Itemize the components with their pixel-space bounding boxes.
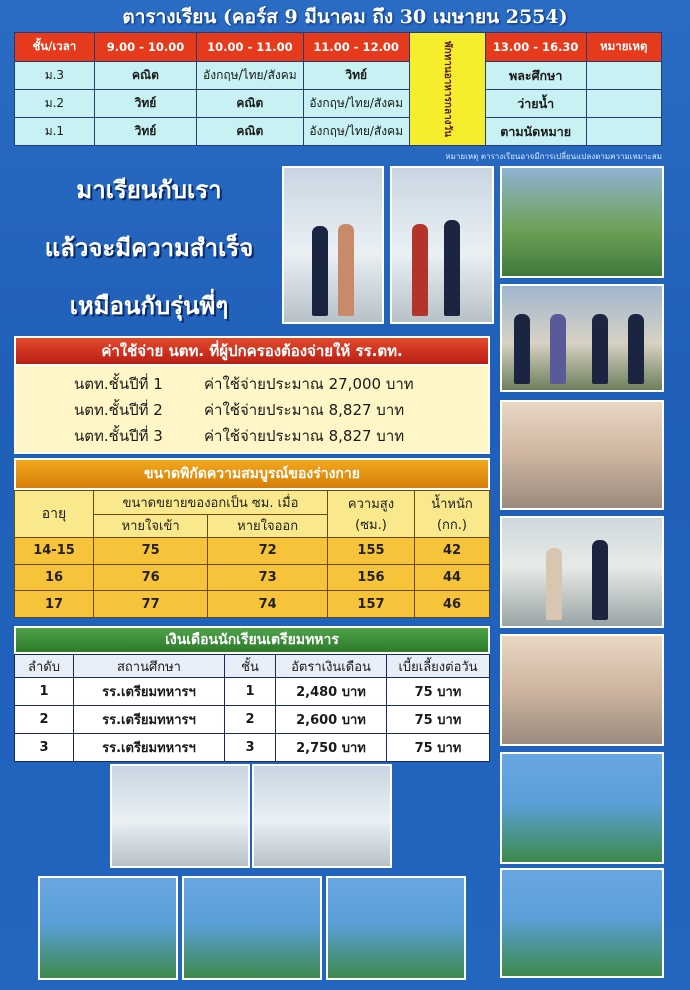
physical-age: 17 — [15, 591, 94, 618]
salary-school: รร.เตรียมทหารฯ — [74, 706, 225, 734]
physical-inhale: 76 — [94, 564, 208, 591]
schedule-subject: คณิต — [94, 62, 196, 90]
figure-icon — [312, 226, 328, 316]
cost-row — [74, 398, 404, 422]
table-row — [15, 734, 490, 762]
schedule-subject: คณิต — [197, 118, 303, 146]
photo-cadets-group — [500, 284, 664, 392]
salary-grade: 1 — [225, 678, 276, 706]
salary-pay: 2,480 บาท — [276, 678, 387, 706]
salary-header-pay: อัตราเงินเดือน — [276, 655, 387, 678]
salary-no: 1 — [15, 678, 74, 706]
cost-amount: ค่าใช้จ่ายประมาณ 8,827 บาท — [204, 401, 405, 419]
physical-exhale: 74 — [208, 591, 328, 618]
photo-cadet-with-teacher-2 — [390, 166, 494, 324]
cost-level: นตท.ชั้นปีที่ 1 — [74, 375, 163, 393]
photo-field-training — [500, 752, 664, 864]
schedule-header-period-3: 11.00 - 12.00 — [303, 33, 409, 62]
photo-swimming-pool-group — [500, 868, 664, 978]
photo-cadet-with-teacher-3 — [500, 516, 664, 628]
cost-level: นตท.ชั้นปีที่ 3 — [74, 427, 163, 445]
table-row — [15, 706, 490, 734]
photo-exam-room-1 — [110, 764, 250, 868]
physical-header-age: อายุ — [15, 491, 94, 538]
physical-inhale: 75 — [94, 538, 208, 565]
physical-exhale: 73 — [208, 564, 328, 591]
schedule-level: ม.1 — [15, 118, 95, 146]
physical-weight: 44 — [415, 564, 490, 591]
figure-icon — [338, 224, 354, 316]
schedule-remark — [586, 90, 662, 118]
physical-header-chest: ขนาดขยายของอกเป็น ซม. เมื่อ — [94, 491, 328, 515]
lunch-break-label: พักทานอาหารกลางวัน — [409, 33, 485, 146]
table-row — [15, 591, 490, 618]
physical-header-inhale: หายใจเข้า — [94, 514, 208, 538]
salary-pay: 2,750 บาท — [276, 734, 387, 762]
photo-swimming-pool — [182, 876, 322, 980]
schedule-subject: อังกฤษ/ไทย/สังคม — [197, 62, 303, 90]
figure-icon — [546, 548, 562, 620]
cost-amount: ค่าใช้จ่ายประมาณ 27,000 บาท — [204, 375, 414, 393]
schedule-afternoon: ว่ายน้ำ — [485, 90, 586, 118]
salary-pay: 2,600 บาท — [276, 706, 387, 734]
schedule-header-remark: หมายเหตุ — [586, 33, 662, 62]
schedule-level: ม.2 — [15, 90, 95, 118]
slogan-line-2: แล้วจะมีความสำเร็จ — [44, 233, 254, 262]
physical-weight: 42 — [415, 538, 490, 565]
salary-header-allowance: เบี้ยเลี้ยงต่อวัน — [387, 655, 490, 678]
salary-header-school: สถานศึกษา — [74, 655, 225, 678]
physical-exhale: 72 — [208, 538, 328, 565]
table-row — [15, 678, 490, 706]
schedule-row — [15, 62, 662, 90]
figure-icon — [514, 314, 530, 384]
photo-classroom-2 — [500, 634, 664, 746]
salary-header-row — [15, 655, 490, 678]
schedule-subject: วิทย์ — [94, 90, 196, 118]
table-row — [15, 538, 490, 565]
schedule-subject: อังกฤษ/ไทย/สังคม — [303, 90, 409, 118]
schedule-remark — [586, 118, 662, 146]
physical-heading: ขนาดพิกัดความสมบูรณ์ของร่างกาย — [14, 458, 490, 490]
cost-row — [74, 372, 414, 396]
salary-allowance: 75 บาท — [387, 734, 490, 762]
figure-icon — [628, 314, 644, 384]
physical-height: 157 — [328, 591, 415, 618]
schedule-subject: คณิต — [197, 90, 303, 118]
salary-school: รร.เตรียมทหารฯ — [74, 734, 225, 762]
physical-age: 16 — [15, 564, 94, 591]
photo-cadet-with-teacher-1 — [282, 166, 384, 324]
schedule-afternoon: พละศึกษา — [485, 62, 586, 90]
schedule-level: ม.3 — [15, 62, 95, 90]
cost-amount: ค่าใช้จ่ายประมาณ 8,827 บาท — [204, 427, 405, 445]
figure-icon — [592, 540, 608, 620]
page-title: ตารางเรียน (คอร์ส 9 มีนาคม ถึง 30 เมษายน 2554) — [122, 6, 568, 28]
schedule-subject: วิทย์ — [94, 118, 196, 146]
schedule-header-row — [15, 33, 662, 62]
salary-header-no: ลำดับ — [15, 655, 74, 678]
salary-table — [14, 654, 490, 762]
schedule-header-afternoon: 13.00 - 16.30 — [485, 33, 586, 62]
schedule-header-period-2: 10.00 - 11.00 — [197, 33, 303, 62]
slogan-line-3: เหมือนกับรุ่นพี่ๆ — [69, 291, 229, 320]
schedule-note: หมายเหตุ ตารางเรียนอาจมีการเปลี่ยนแปลงตามความเหมาะสม — [445, 152, 662, 161]
physical-header-height-unit: (ซม.) — [355, 518, 387, 534]
table-row — [15, 564, 490, 591]
physical-header-weight-unit: (กก.) — [436, 518, 468, 534]
physical-header-row — [15, 491, 490, 515]
photo-group-students — [500, 166, 664, 278]
figure-icon — [412, 224, 428, 316]
physical-height: 156 — [328, 564, 415, 591]
physical-header-height — [328, 491, 415, 538]
salary-header-grade: ชั้น — [225, 655, 276, 678]
salary-grade: 2 — [225, 706, 276, 734]
schedule-table — [14, 32, 662, 146]
figure-icon — [550, 314, 566, 384]
photo-running-track — [38, 876, 178, 980]
salary-allowance: 75 บาท — [387, 678, 490, 706]
photo-classroom-1 — [500, 400, 664, 510]
schedule-remark — [586, 62, 662, 90]
salary-no: 2 — [15, 706, 74, 734]
physical-header-weight-label: น้ำหนัก — [431, 497, 473, 513]
physical-header-height-label: ความสูง — [347, 497, 395, 513]
figure-icon — [444, 220, 460, 316]
schedule-afternoon: ตามนัดหมาย — [485, 118, 586, 146]
schedule-header-period-1: 9.00 - 10.00 — [94, 33, 196, 62]
costs-heading: ค่าใช้จ่าย นตท. ที่ผู้ปกครองต้องจ่ายให้ รร.ตท. — [14, 336, 490, 366]
physical-age: 14-15 — [15, 538, 94, 565]
costs-panel — [14, 366, 490, 454]
schedule-subject: อังกฤษ/ไทย/สังคม — [303, 118, 409, 146]
cost-row — [74, 424, 404, 448]
salary-grade: 3 — [225, 734, 276, 762]
photo-field-exercise — [326, 876, 466, 980]
physical-table — [14, 490, 490, 618]
salary-heading: เงินเดือนนักเรียนเตรียมทหาร — [14, 626, 490, 654]
schedule-row — [15, 90, 662, 118]
cost-level: นตท.ชั้นปีที่ 2 — [74, 401, 163, 419]
physical-weight: 46 — [415, 591, 490, 618]
figure-icon — [592, 314, 608, 384]
schedule-subject: วิทย์ — [303, 62, 409, 90]
photo-exam-room-2 — [252, 764, 392, 868]
slogan-line-1: มาเรียนกับเรา — [76, 175, 222, 204]
salary-school: รร.เตรียมทหารฯ — [74, 678, 225, 706]
schedule-header-level: ชั้น/เวลา — [15, 33, 95, 62]
salary-allowance: 75 บาท — [387, 706, 490, 734]
physical-inhale: 77 — [94, 591, 208, 618]
salary-no: 3 — [15, 734, 74, 762]
physical-header-exhale: หายใจออก — [208, 514, 328, 538]
physical-height: 155 — [328, 538, 415, 565]
schedule-row — [15, 118, 662, 146]
physical-header-weight — [415, 491, 490, 538]
